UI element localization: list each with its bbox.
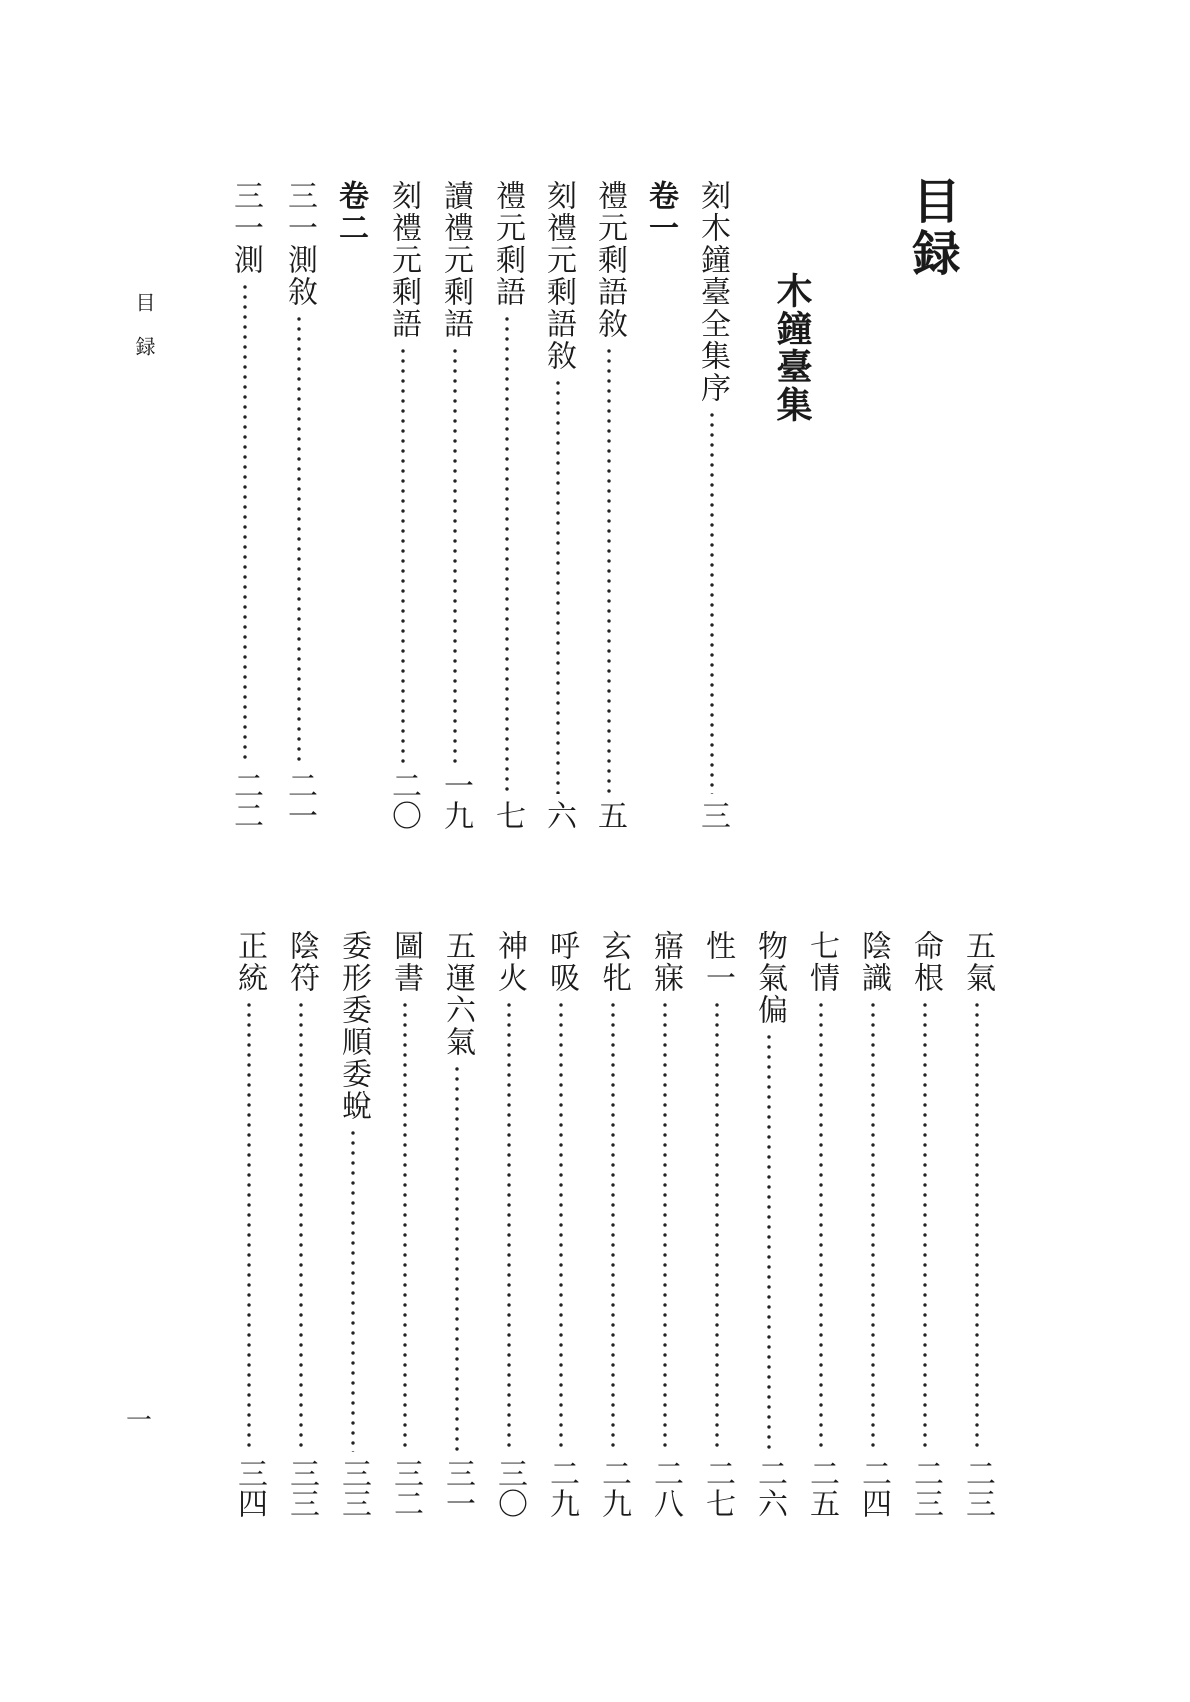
toc-entry-page: 三一 bbox=[440, 1458, 475, 1518]
toc-entry[interactable] bbox=[957, 930, 997, 1518]
leader-dots bbox=[871, 1000, 875, 1452]
toc-entry[interactable] bbox=[281, 930, 321, 1518]
toc-entry-page: 三二 bbox=[388, 1458, 423, 1518]
toc-entry[interactable] bbox=[593, 930, 633, 1518]
toc-entry-title: 圖書 bbox=[388, 930, 423, 994]
toc-entry-title: 正統 bbox=[232, 930, 267, 994]
leader-dots bbox=[453, 346, 457, 764]
toc-entry-title: 讀禮元剩語 bbox=[438, 180, 473, 340]
leader-dots bbox=[401, 346, 405, 764]
book-title: 木鐘臺集 bbox=[771, 272, 813, 424]
toc-entry-page: 二五 bbox=[804, 1458, 839, 1518]
toc-entry-page: 三三 bbox=[284, 1458, 319, 1518]
toc-entry-title: 三一測 bbox=[228, 180, 263, 276]
page-number: 一 bbox=[126, 1406, 153, 1436]
toc-entry-page: 二七 bbox=[700, 1458, 735, 1518]
toc-entry-title: 五運六氣 bbox=[440, 930, 475, 1058]
leader-dots bbox=[607, 346, 611, 794]
toc-volume-heading bbox=[330, 180, 370, 830]
toc-entry-page: 三三 bbox=[336, 1458, 371, 1518]
toc-entry-page: 二一 bbox=[282, 770, 317, 830]
toc-entry-title: 玄牝 bbox=[596, 930, 631, 994]
toc-entry-title: 寤寐 bbox=[648, 930, 683, 994]
toc-entry-page: 五 bbox=[592, 800, 627, 830]
toc-entry-title: 三一測敘 bbox=[282, 180, 317, 308]
toc-entry-title: 卷一 bbox=[643, 180, 678, 244]
toc-entry-page: 二八 bbox=[648, 1458, 683, 1518]
toc-entry-title: 命根 bbox=[908, 930, 943, 994]
running-title: 目録 bbox=[132, 292, 156, 380]
toc-entry-title: 刻禮元剩語敘 bbox=[541, 180, 576, 372]
leader-dots bbox=[247, 1000, 251, 1452]
leader-dots bbox=[663, 1000, 667, 1452]
leader-dots bbox=[611, 1000, 615, 1452]
leader-dots bbox=[556, 378, 560, 794]
toc-entry-page: 三 bbox=[695, 800, 730, 830]
leader-dots bbox=[299, 1000, 303, 1452]
leader-dots bbox=[455, 1064, 459, 1452]
leader-dots bbox=[403, 1000, 407, 1452]
toc-entry[interactable] bbox=[905, 930, 945, 1518]
leader-dots bbox=[243, 282, 247, 764]
toc-entry-page: 三〇 bbox=[492, 1458, 527, 1518]
toc-entry-title: 刻木鐘臺全集序 bbox=[695, 180, 730, 404]
toc-entry[interactable] bbox=[853, 930, 893, 1518]
toc-entry[interactable] bbox=[801, 930, 841, 1518]
leader-dots bbox=[819, 1000, 823, 1452]
toc-entry-title: 禮元剩語 bbox=[490, 180, 525, 308]
toc-entry-page: 六 bbox=[541, 800, 576, 830]
leader-dots bbox=[710, 410, 714, 794]
leader-dots bbox=[767, 1032, 771, 1452]
toc-entry-title: 陰符 bbox=[284, 930, 319, 994]
toc-entry-page: 七 bbox=[490, 800, 525, 830]
leader-dots bbox=[923, 1000, 927, 1452]
toc-entry-page: 二六 bbox=[752, 1458, 787, 1518]
toc-entry[interactable] bbox=[645, 930, 685, 1518]
page-title: 目録 bbox=[904, 176, 960, 280]
toc-entry-page: 二二 bbox=[228, 770, 263, 830]
toc-entry[interactable] bbox=[538, 180, 578, 830]
toc-entry-page: 三四 bbox=[232, 1458, 267, 1518]
toc-entry-page: 二三 bbox=[908, 1458, 943, 1518]
toc-entry-page: 二三 bbox=[960, 1458, 995, 1518]
toc-entry[interactable] bbox=[225, 180, 265, 830]
toc-entry-page: 二〇 bbox=[386, 770, 421, 830]
toc-entry[interactable] bbox=[487, 180, 527, 830]
toc-entry[interactable] bbox=[541, 930, 581, 1518]
leader-dots bbox=[559, 1000, 563, 1452]
toc-entry[interactable] bbox=[437, 930, 477, 1518]
leader-dots bbox=[505, 314, 509, 794]
toc-entry-title: 七情 bbox=[804, 930, 839, 994]
toc-entry-title: 五氣 bbox=[960, 930, 995, 994]
toc-entry[interactable] bbox=[383, 180, 423, 830]
toc-entry[interactable] bbox=[489, 930, 529, 1518]
toc-entry[interactable] bbox=[589, 180, 629, 830]
toc-entry[interactable] bbox=[692, 180, 732, 830]
leader-dots bbox=[715, 1000, 719, 1452]
toc-entry[interactable] bbox=[333, 930, 373, 1518]
toc-entry-title: 卷二 bbox=[333, 180, 368, 244]
toc-entry-title: 委形委順委蛻 bbox=[336, 930, 371, 1122]
toc-entry-title: 陰識 bbox=[856, 930, 891, 994]
toc-entry-page: 一九 bbox=[438, 770, 473, 830]
toc-entry-title: 物氣偏 bbox=[752, 930, 787, 1026]
toc-entry[interactable] bbox=[435, 180, 475, 830]
toc-entry[interactable] bbox=[749, 930, 789, 1518]
toc-volume-heading bbox=[640, 180, 680, 830]
toc-entry-title: 神火 bbox=[492, 930, 527, 994]
leader-dots bbox=[975, 1000, 979, 1452]
toc-entry-title: 刻禮元剩語 bbox=[386, 180, 421, 340]
toc-entry-title: 禮元剩語敘 bbox=[592, 180, 627, 340]
toc-entry[interactable] bbox=[385, 930, 425, 1518]
toc-entry-title: 性一 bbox=[700, 930, 735, 994]
leader-dots bbox=[297, 314, 301, 764]
toc-entry-page: 二九 bbox=[544, 1458, 579, 1518]
toc-entry-page: 二九 bbox=[596, 1458, 631, 1518]
leader-dots bbox=[351, 1128, 355, 1452]
toc-entry[interactable] bbox=[279, 180, 319, 830]
toc-entry[interactable] bbox=[697, 930, 737, 1518]
toc-entry-page: 二四 bbox=[856, 1458, 891, 1518]
toc-entry-title: 呼吸 bbox=[544, 930, 579, 994]
toc-entry[interactable] bbox=[229, 930, 269, 1518]
leader-dots bbox=[507, 1000, 511, 1452]
